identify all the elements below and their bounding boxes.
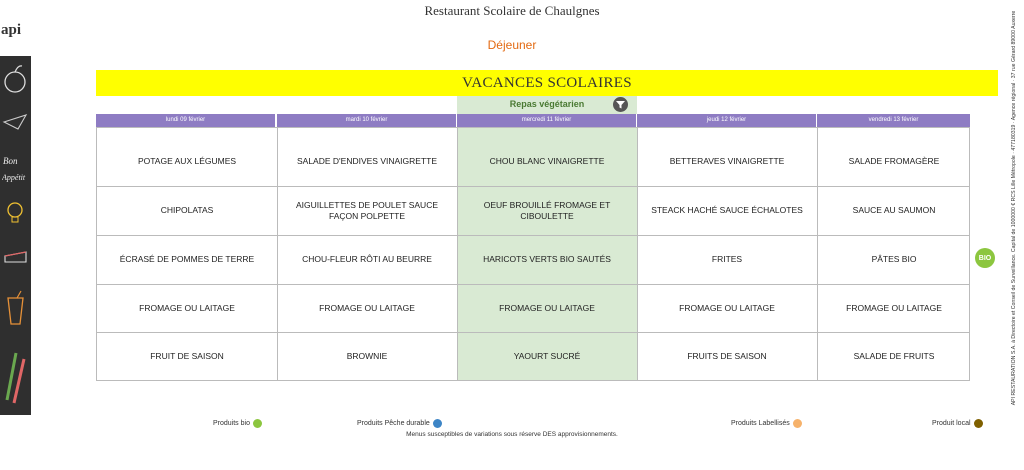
menu-cell: FROMAGE OU LAITAGE: [846, 302, 942, 313]
menu-cell: CHOU BLANC VINAIGRETTE: [489, 156, 605, 167]
menu-cell: SALADE D'ENDIVES VINAIGRETTE: [296, 156, 438, 167]
menu-cell: PÂTES BIO: [871, 254, 917, 265]
menu-cell: FRUITS DE SAISON: [687, 350, 767, 361]
label-icon: [793, 419, 802, 428]
menu-cell: YAOURT SUCRÉ: [513, 350, 581, 361]
logo-text: api: [1, 22, 22, 38]
menu-cell: CHIPOLATAS: [160, 205, 214, 216]
menu-cell: BETTERAVES VINAIGRETTE: [669, 156, 785, 167]
menu-cell: HARICOTS VERTS BIO SAUTÉS: [483, 254, 611, 265]
bio-icon: BIO: [975, 248, 995, 268]
legend-bio-label: Produits bio: [213, 420, 250, 427]
day-header: jeudi 12 février: [637, 114, 816, 127]
legend-local: [932, 419, 983, 428]
legend-peche-label: Produits Pêche durable: [357, 420, 430, 427]
vegetarian-header: [457, 96, 637, 114]
menu-cell: FROMAGE OU LAITAGE: [499, 302, 595, 313]
filter-icon[interactable]: [613, 97, 628, 112]
legend-peche: [357, 419, 442, 428]
bon-appetit-icon: [2, 148, 29, 190]
menu-cell: BROWNIE: [346, 350, 388, 361]
menu-cell: FROMAGE OU LAITAGE: [679, 302, 775, 313]
day-headers: [96, 114, 970, 127]
svg-text:Bon: Bon: [3, 156, 18, 166]
vacation-banner: VACANCES SCOLAIRES: [96, 70, 998, 96]
menu-cell: POTAGE AUX LÉGUMES: [137, 156, 237, 167]
cake-icon: [2, 240, 29, 268]
local-icon: [974, 419, 983, 428]
menu-cell: STEACK HACHÉ SAUCE ÉCHALOTES: [651, 205, 803, 216]
menu-cell: ÉCRASÉ DE POMMES DE TERRE: [119, 254, 255, 265]
menu-cell: OEUF BROUILLÉ FROMAGE ET CIBOULETTE: [483, 199, 611, 221]
menu-cell: FRUIT DE SAISON: [150, 350, 224, 361]
menu-cell: SAUCE AU SAUMON: [852, 205, 936, 216]
menu-cell: AIGUILLETTES DE POULET SAUCE FAÇON POLPETTE: [295, 199, 439, 221]
day-header: lundi 09 février: [96, 114, 275, 127]
menu-cell: FROMAGE OU LAITAGE: [139, 302, 235, 313]
legend-local-label: Produit local: [932, 420, 971, 427]
svg-text:Appétit: Appétit: [2, 173, 26, 182]
paper-plane-icon: [2, 112, 29, 132]
vegetarian-label: Repas végétarien: [509, 99, 585, 109]
legend-bio: [213, 419, 262, 428]
day-header: mercredi 11 février: [457, 114, 636, 127]
menu-cell: FRITES: [711, 254, 743, 265]
legend-label: [731, 419, 802, 428]
menu-cell: CHOU-FLEUR RÔTI AU BEURRE: [302, 254, 432, 265]
legal-notice: [1008, 10, 1020, 405]
decorative-sidebar: [0, 0, 31, 415]
day-header: mardi 10 février: [277, 114, 456, 127]
page-title: Restaurant Scolaire de Chaulgnes: [424, 3, 600, 18]
legend-label-label: Produits Labellisés: [731, 420, 790, 427]
day-header: vendredi 13 février: [817, 114, 970, 127]
drink-icon: [2, 290, 29, 330]
fish-icon: [433, 419, 442, 428]
legal-text: API RESTAURATION S.A. à Directoire et Conseil de Surveillance. Capital de 1000000 € RCS Lille Métropole · 477180319 · Agence régional · 37 rue Gérard 89000 Auxerre: [1011, 10, 1017, 405]
lightbulb-icon: [2, 198, 29, 228]
meal-title: Déjeuner: [487, 38, 537, 52]
disclaimer-note: Menus susceptibles de variations sous réserve DES approvisionnements.: [406, 431, 618, 438]
menu-grid: [96, 127, 992, 381]
apple-icon: [2, 60, 29, 100]
bio-leaf-icon: [253, 419, 262, 428]
pencils-icon: [2, 345, 29, 405]
menu-cell: FROMAGE OU LAITAGE: [319, 302, 415, 313]
menu-cell: SALADE FROMAGÈRE: [848, 156, 940, 167]
menu-cell: SALADE DE FRUITS: [853, 350, 935, 361]
